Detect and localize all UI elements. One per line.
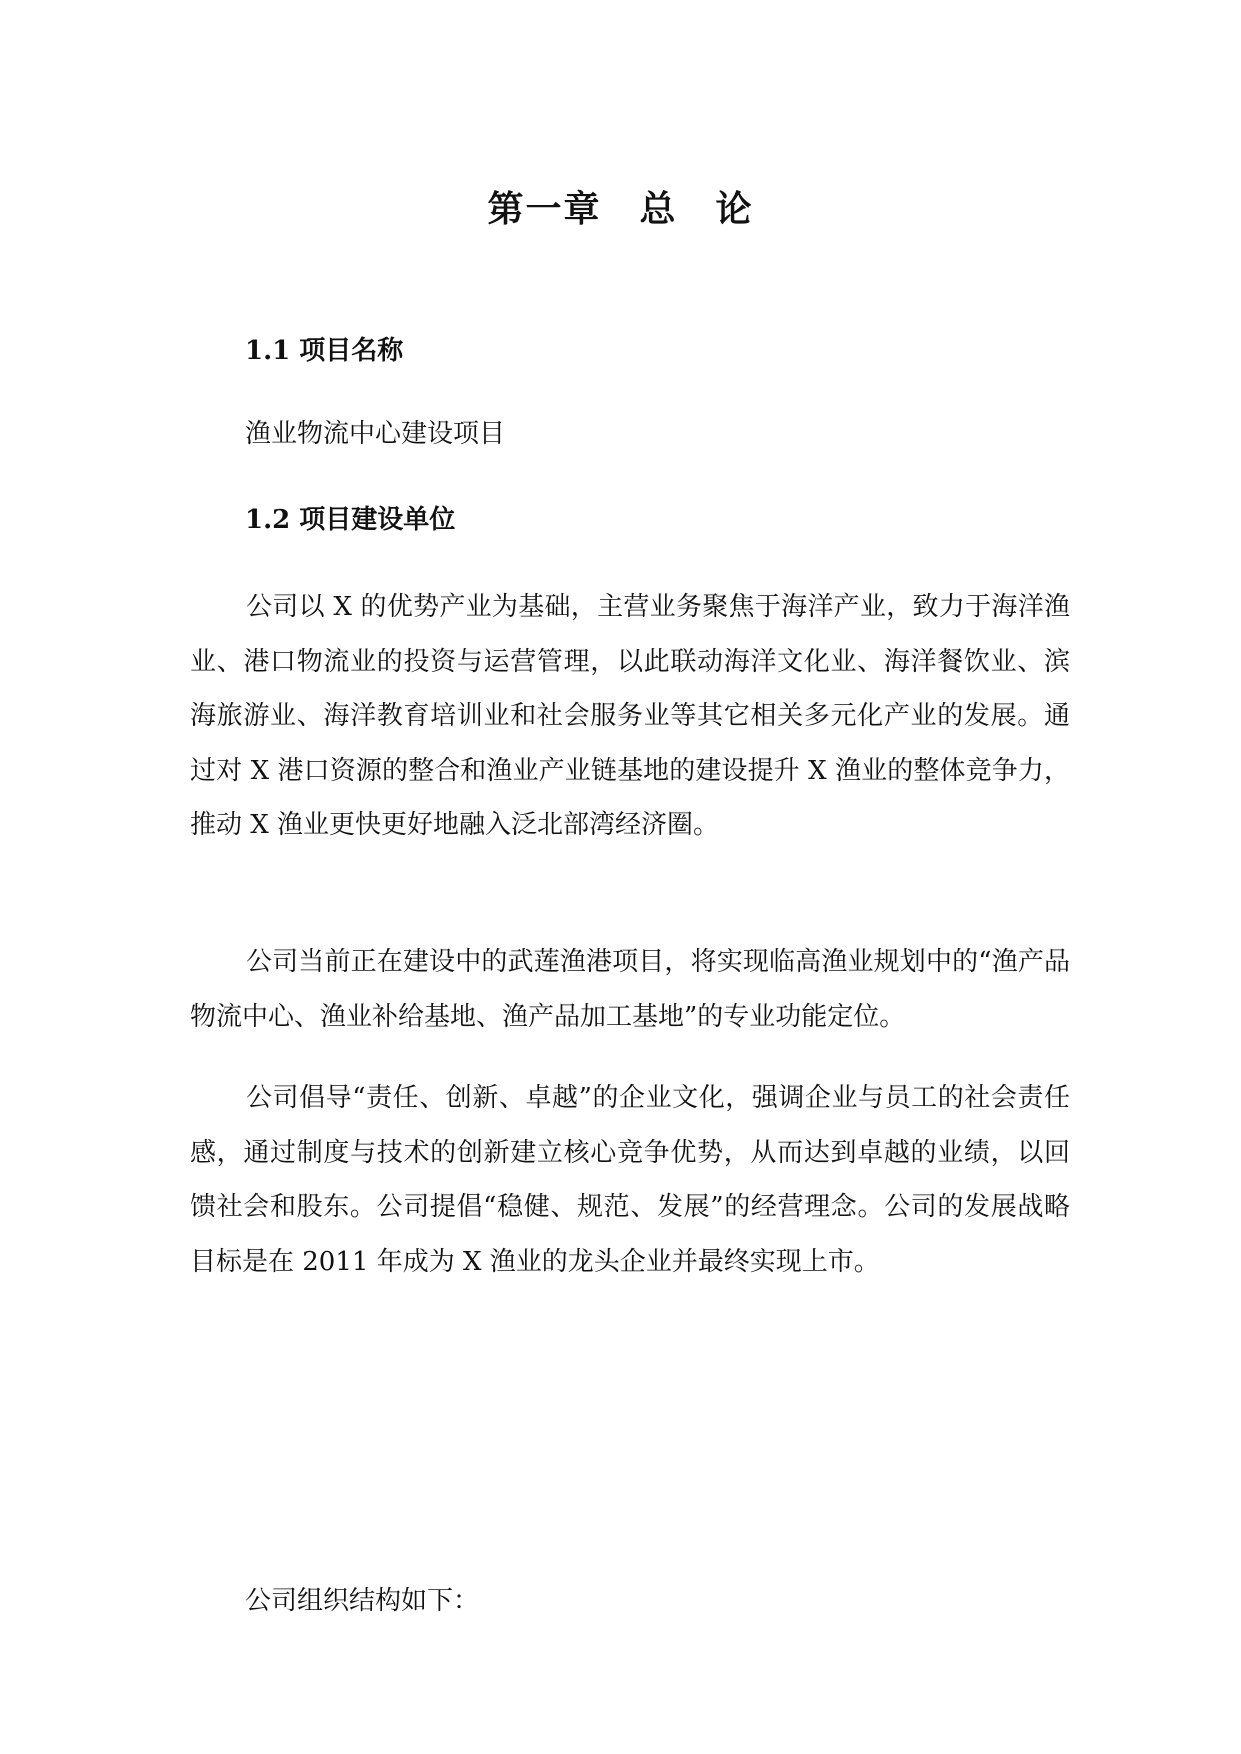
chapter-prefix: 第一章 <box>487 188 602 230</box>
project-name-text: 渔业物流中心建设项目 <box>245 419 506 449</box>
section-heading-1-2: 1.2 项目建设单位 <box>245 505 456 535</box>
paragraph-company-overview: 公司以 X 的优势产业为基础，主营业务聚焦于海洋产业，致力于海洋渔业、港口物流业的投资与运营管理，以此联动海洋文化业、海洋餐饮业、滨海旅游业、海洋教育培训业和社会服务业等其它相关多元化产业的发展。通过对 X 港口资源的整合和渔业产业链基地的建设提升 X 渔业的整体竞争力，推动 X 渔业更快更好地融入泛北部湾经济圈。 <box>190 592 1070 840</box>
paragraph-culture-strategy: 公司倡导“责任、创新、卓越”的企业文化，强调企业与员工的社会责任感，通过制度与技术的创新建立核心竞争优势，从而达到卓越的业绩，以回馈社会和股东。公司提倡“稳健、规范、发展”的经营理念。公司的发展战略目标是在 2011 年成为 X 渔业的龙头企业并最终实现上市。 <box>190 1083 1070 1277</box>
chapter-word-1: 总 <box>639 188 678 230</box>
section-heading-1-1: 1.1 项目名称 <box>245 336 404 366</box>
chapter-word-2: 论 <box>715 188 754 230</box>
paragraph-current-project: 公司当前正在建设中的武莲渔港项目，将实现临高渔业规划中的“渔产品物流中心、渔业补给基地、渔产品加工基地”的专业功能定位。 <box>190 947 1070 1032</box>
org-structure-intro: 公司组织结构如下： <box>245 1586 480 1616</box>
chapter-title <box>0 186 1241 232</box>
